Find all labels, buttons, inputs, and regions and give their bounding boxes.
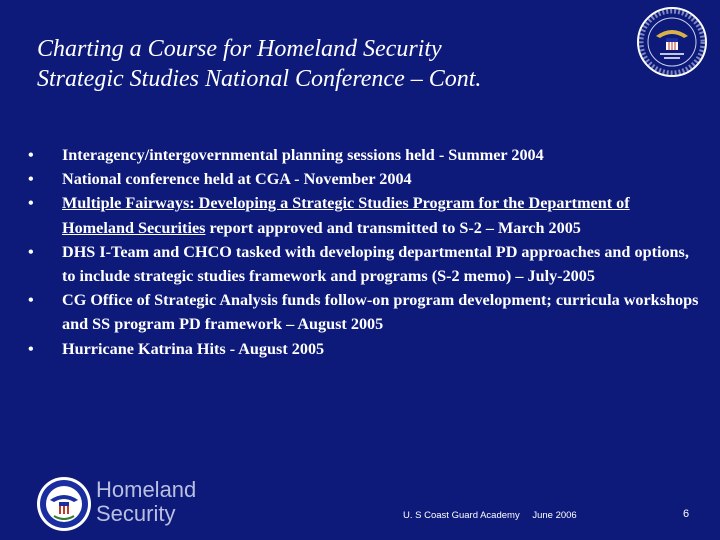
logo-word-security: Security	[96, 501, 176, 526]
bullet-text: DHS I-Team and CHCO tasked with developing departmental PD approaches and options, to include strategic studies framework and programs (S-2 memo) – July-2005	[62, 242, 689, 286]
footer	[403, 510, 577, 521]
dhs-seal-icon	[36, 476, 92, 532]
dhs-wordmark	[96, 478, 196, 526]
bullet-item	[28, 337, 700, 361]
bullet-marker: •	[28, 146, 34, 164]
bullet-list	[28, 143, 700, 361]
footer-date: June 2006	[532, 510, 577, 521]
bullet-item	[28, 167, 700, 191]
logo-word-homeland: Homeland	[96, 477, 197, 502]
bullet-item	[28, 143, 700, 167]
bullet-marker: •	[28, 291, 34, 310]
bullet-text: National conference held at CGA - November 2004	[62, 170, 412, 189]
bullet-text: CG Office of Strategic Analysis funds follow-on program development; curricula workshops and SS program PD framework – August 2005	[62, 291, 699, 334]
bullet-marker: •	[28, 194, 34, 213]
bullet-text: Interagency/intergovernmental planning sessions held - Summer 2004	[62, 146, 544, 164]
report-title-text: Multiple Fairways: Developing a Strategic Studies Program for the Department of Homeland Securities	[62, 194, 630, 237]
bullet-item	[28, 240, 700, 288]
bullet-text: Hurricane Katrina Hits - August 2005	[62, 339, 325, 358]
footer-institution: U. S Coast Guard Academy	[403, 510, 520, 521]
page-number: 6	[683, 508, 690, 520]
title-line-2: Strategic Studies National Conference – Cont.	[37, 66, 482, 92]
coast-guard-academy-seal-icon	[636, 6, 708, 78]
bullet-text: report approved and transmitted to S-2 – March 2005	[205, 218, 581, 237]
bullet-marker: •	[28, 242, 34, 261]
bullet-item	[28, 191, 700, 239]
bullet-marker: •	[28, 170, 34, 189]
bullet-item	[28, 288, 700, 336]
bullet-marker: •	[28, 339, 34, 358]
title-line-1: Charting a Course for Homeland Security	[37, 36, 442, 62]
slide-title	[37, 34, 597, 94]
